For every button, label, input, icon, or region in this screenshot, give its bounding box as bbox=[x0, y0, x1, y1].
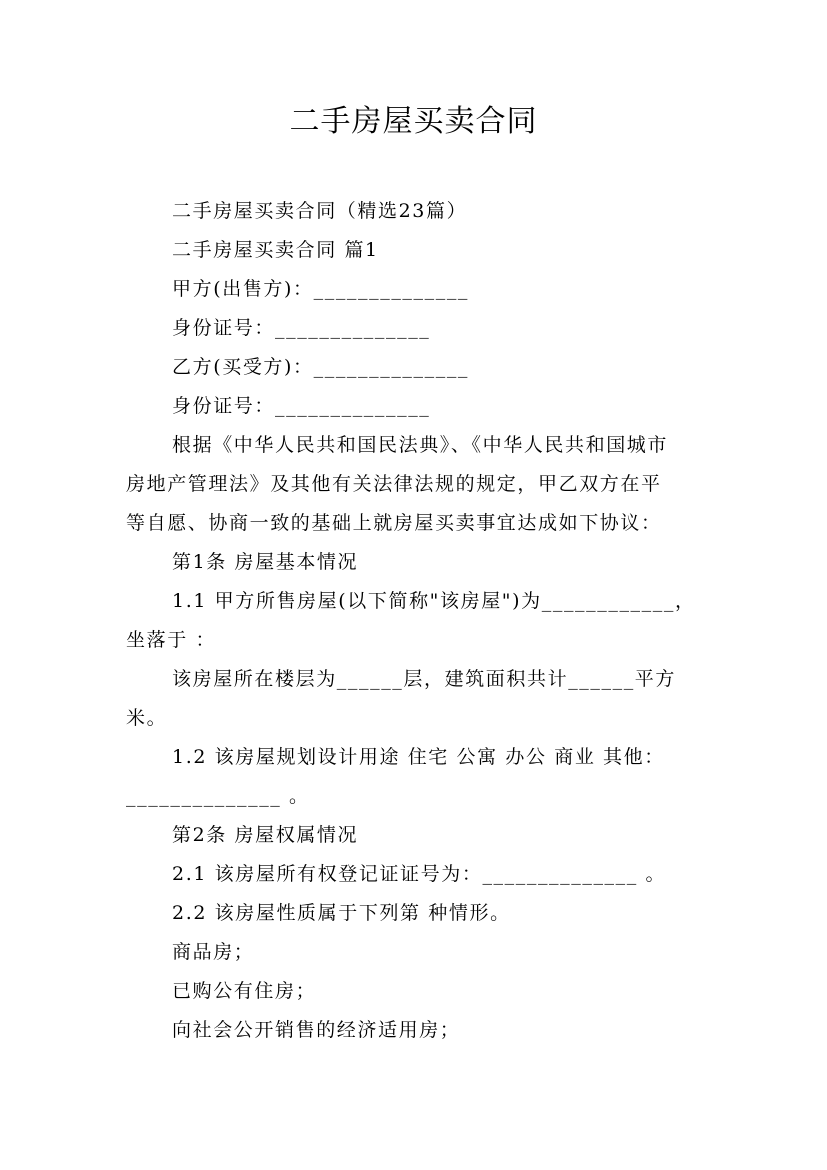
clause-line: 坐落于 ： bbox=[126, 629, 217, 651]
option-line: 商品房； bbox=[172, 941, 255, 963]
clause-line: ______________ 。 bbox=[126, 785, 310, 807]
buyer-field: 乙方(买受方)：______________ bbox=[172, 356, 470, 378]
paragraph-line: 根据《中华人民共和国民法典》、《中华人民共和国城市 bbox=[172, 434, 669, 456]
buyer-id-field: 身份证号：______________ bbox=[172, 395, 431, 417]
article-heading: 第1条 房屋基本情况 bbox=[172, 551, 359, 573]
paragraph-line: 等自愿、协商一致的基础上就房屋买卖事宜达成如下协议： bbox=[126, 512, 662, 534]
clause-line: 米。 bbox=[126, 707, 168, 729]
seller-field: 甲方(出售方)：______________ bbox=[172, 278, 470, 300]
clause-line: 该房屋所在楼层为______层，建筑面积共计______平方 bbox=[172, 668, 677, 690]
clause-line: 2.1 该房屋所有权登记证证号为：______________ 。 bbox=[172, 863, 667, 885]
clause-line: 1.2 该房屋规划设计用途 住宅 公寓 办公 商业 其他： bbox=[172, 746, 665, 768]
paragraph-line: 房地产管理法》及其他有关法律法规的规定，甲乙双方在平 bbox=[126, 473, 662, 495]
section-heading: 二手房屋买卖合同 篇1 bbox=[172, 239, 379, 261]
clause-line: 1.1 甲方所售房屋(以下简称"该房屋")为____________， bbox=[172, 590, 696, 612]
option-line: 已购公有住房； bbox=[172, 980, 317, 1002]
seller-id-field: 身份证号：______________ bbox=[172, 317, 431, 339]
option-line: 向社会公开销售的经济适用房； bbox=[172, 1019, 461, 1041]
subtitle-line: 二手房屋买卖合同（精选23篇） bbox=[172, 200, 468, 222]
clause-line: 2.2 该房屋性质属于下列第 种情形。 bbox=[172, 902, 511, 924]
article-heading: 第2条 房屋权属情况 bbox=[172, 824, 359, 846]
document-title: 二手房屋买卖合同 bbox=[289, 104, 538, 139]
